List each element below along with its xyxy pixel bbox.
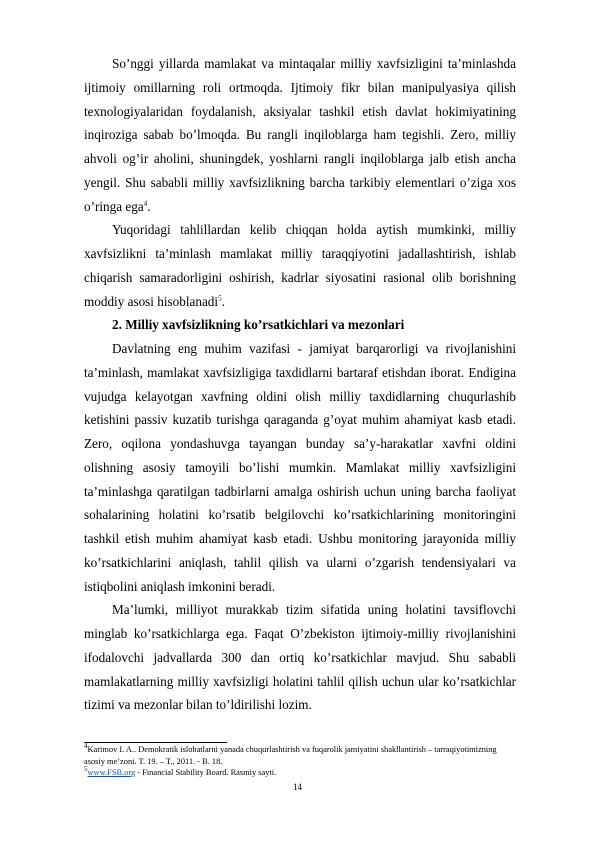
paragraph-2-end: .	[221, 293, 225, 309]
page-body	[84, 52, 516, 717]
paragraph-1-end: .	[147, 198, 151, 214]
paragraph-2-text: Yuqoridagi tahlillardan kelib chiqqan holda aytish mumkinki, milliy xavfsizlikni ta’minlash mamlakat milliy taraqqiyotini jadallashtirish, ishlab chiqarish samaradorligini oshirish, kadrlar siyosatini rasional olib borishning moddiy asosi hisoblanadi	[84, 222, 516, 309]
footnote-4	[84, 744, 516, 767]
footnote-5-mark: 5	[84, 765, 88, 774]
footnote-5-text: - Financial Stability Board. Rasmiy sayti.	[135, 768, 277, 778]
footnote-4-text: Karimov I. A.. Demokratik islohatlarni yanada chuqurlashtirish va fuqarolik jamiyatini shakllantirish – tarraqiyotimizning asosiy me’zoni. T. 19. – T., 2011. - B. 18.	[84, 745, 497, 766]
footnote-5-link[interactable]: www.FSB.org	[87, 768, 136, 778]
page-number: 14	[293, 782, 302, 792]
footnote-ref-5[interactable]: 5	[218, 294, 222, 303]
paragraph-2	[84, 218, 516, 313]
footnote-divider	[84, 742, 227, 743]
paragraph-3: Davlatning eng muhim vazifasi - jamiyat barqarorligi va rivojlanishini ta’minlash, mamlakat xavfsizligiga taxdidlarni bartaraf etishdan iborat. Endigina vujudga kelayotgan xavfning oldini olish milliy taxdidlarning chuqurlashib ketishini passiv kuzatib turishga qaraganda g’oyat muhim ahamiyat kasb etadi. Zero, oqilona yondashuvga tayangan bunday sa’y-harakatlar xavfni oldini olishning asosiy tamoyili bo’lishi mumkin. Mamlakat milliy xavfsizligini ta’minlashga qaratilgan tadbirlarni amalga oshirish uchun uning barcha faoliyat sohalarining holatini ko’rsatib belgilovchi ko’rsatkichlarining monitoringini tashkil etish muhim ahamiyat kasb etadi. Ushbu monitoring jarayonida milliy ko’rsatkichlarini aniqlash, tahlil qilish va ularni o’zgarish tendensiyalari va istiqbolini aniqlash imkonini beradi.	[84, 341, 516, 594]
footnotes	[84, 744, 516, 779]
paragraph-1-text: So’nggi yillarda mamlakat va mintaqalar milliy xavfsizligini ta’minlashda ijtimoiy omillarning roli ortmoqda. Ijtimoiy fikr bilan manipulyasiya qilish texnologiyalaridan foydalanish, aksiyalar tashkil etish davlat hokimiyatining inqiroziga sabab bo’lmoqda. Bu rangli inqiloblarga ham tegishli. Zero, milliy ahvoli og’ir aholini, shuningdek, yoshlarni rangli inqiloblarga jalb etish ancha yengil. Shu sababli milliy xavfsizlikning barcha tarkibiy elementlari o’ziga xos o’ringa ega	[84, 56, 516, 214]
section-heading: 2. Milliy xavfsizlikning ko’rsatkichlari va mezonlari	[112, 317, 405, 333]
footnote-5	[84, 767, 516, 779]
paragraph-1	[84, 52, 516, 218]
footnote-4-mark: 4	[84, 742, 88, 751]
footnote-ref-4[interactable]: 4	[143, 199, 148, 208]
paragraph-4: Ma’lumki, milliyot murakkab tizim sifatida uning holatini tavsiflovchi minglab ko’rsatkichlarga ega. Faqat O’zbekiston ijtimoiy-milliy rivojlanishini ifodalovchi jadvallarda 300 dan ortiq ko’rsatkichlar mavjud. Shu sababli mamlakatlarning milliy xavfsizligi holatini tahlil qilish uchun ular ko’rsatkichlar tizimi va mezonlar bilan to’ldirilishi lozim.	[84, 602, 516, 713]
